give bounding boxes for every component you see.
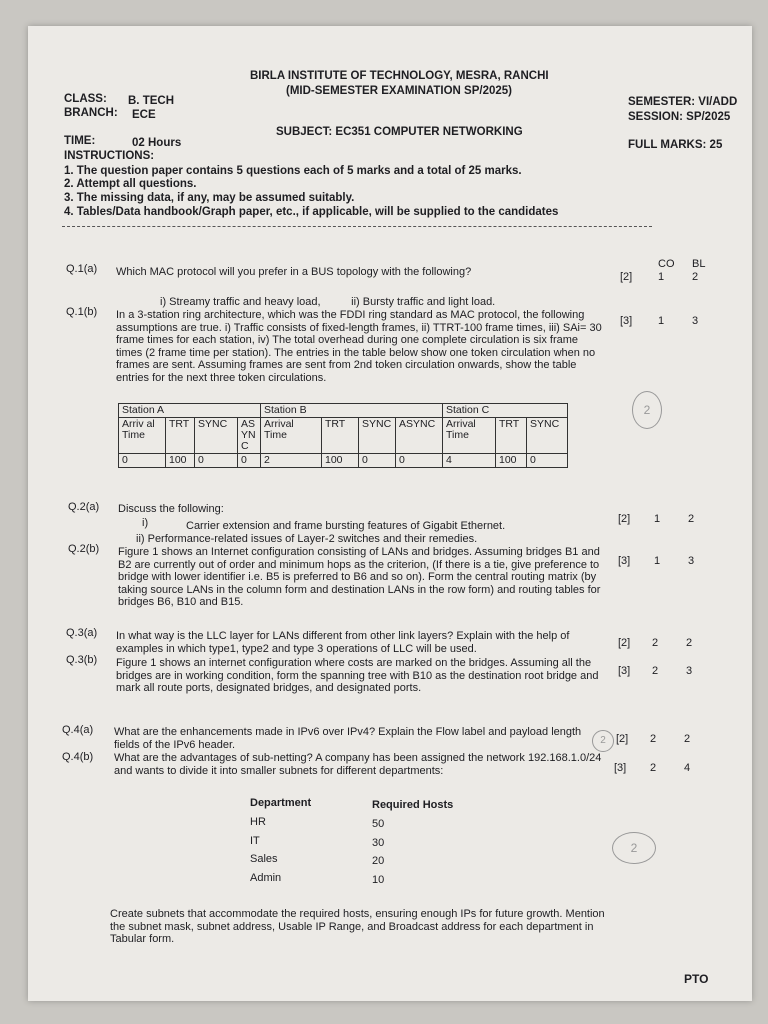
col-trt-a: TRT [166,418,195,454]
table-cell: 0 [527,454,568,468]
pto-label: PTO [684,972,709,986]
instructions-title: INSTRUCTIONS: [64,150,155,162]
handwritten-mark: 2 [632,391,662,429]
session: SESSION: SP/2025 [628,111,731,123]
table-cell: 100 [496,454,527,468]
instruction-item: 1. The question paper contains 5 questions each of 5 marks and a total of 25 marks. [64,165,522,177]
table-cell: 0 [359,454,396,468]
q1a-marks: [2] [620,271,633,283]
q4a-marks: [2] [616,733,629,745]
handwritten-mark: 2 [592,730,614,752]
table-cell: 0 [238,454,261,468]
q3b-bl: 3 [686,665,693,677]
bl-header: BL [692,258,706,270]
branch-value: ECE [132,109,156,121]
instruction-item: 2. Attempt all questions. [64,178,197,190]
q4b-instructions: Create subnets that accommodate the required hosts, ensuring enough IPs for future growth. Mention the subnet mask, subnet address, Usable IP Range, and Broadcast address for each department in Tabular form. [110,908,605,946]
q4b-marks: [3] [614,762,627,774]
col-trt-b: TRT [322,418,359,454]
col-arrival-b: Arrival Time [261,418,322,454]
instruction-item: 4. Tables/Data handbook/Graph paper, etc., if applicable, will be supplied to the candidates [64,206,559,218]
dept-name: Sales [250,853,278,865]
q4a-co: 2 [650,733,657,745]
col-sync-a: SYNC [195,418,238,454]
exam-title: (MID-SEMESTER EXAMINATION SP/2025) [286,85,512,97]
q2a-sub1: Carrier extension and frame bursting features of Gigabit Ethernet. [186,520,506,532]
q1b-co: 1 [658,315,665,327]
q2a-sub1-number: i) [142,517,149,529]
table-cell: 2 [261,454,322,468]
dept-name: HR [250,816,266,828]
q4b-bl: 4 [684,762,691,774]
q3a-number: Q.3(a) [66,627,98,639]
class-value: B. TECH [128,95,174,107]
subject: SUBJECT: EC351 COMPUTER NETWORKING [276,126,523,138]
dept-hosts: 30 [372,837,385,849]
table-cell: 4 [443,454,496,468]
co-header: CO [658,258,675,270]
table-cell: 0 [119,454,166,468]
semester: SEMESTER: VI/ADD [628,96,738,108]
q3b-marks: [3] [618,665,631,677]
q1b-text: In a 3-station ring architecture, which was the FDDI ring standard as MAC protocol, the following assumptions are true. i) Traffic consists of fixed-length frames, ii) TTRT-100 frame times, iii) SAi= 30 frame times for each station, iv) The total overhead during one complete circulation is six frame times (2 frame time per station). The entries in the table below show one token circulation when no frames are sent. Assuming frames are sent from 2nd token circulation onwards, show the table entries for the next three token circulations. [116,309,602,384]
handwritten-mark: 2 [612,832,656,864]
branch-label: BRANCH: [64,107,118,119]
table-cell: 100 [166,454,195,468]
col-async-b: ASYNC [396,418,443,454]
q1a-bl: 2 [692,271,699,283]
q1a-text: Which MAC protocol will you prefer in a BUS topology with the following? [116,266,472,278]
dept-name: IT [250,835,260,847]
table-cell: 0 [396,454,443,468]
q2b-marks: [3] [618,555,631,567]
q1a-number: Q.1(a) [66,263,98,275]
q2b-co: 1 [654,555,661,567]
exam-paper [28,26,752,1001]
q2a-number: Q.2(a) [68,501,100,513]
q1b-marks: [3] [620,315,633,327]
q3b-text: Figure 1 shows an internet configuration where costs are marked on the bridges. Assuming all the bridges are in working condition, form the spanning tree with B10 as the destination root bridge and mark all route ports, designated bridges, and designated ports. [116,657,599,695]
q4a-text: What are the enhancements made in IPv6 over IPv4? Explain the Flow label and payload length fields of the IPv6 header. [114,726,582,751]
q1b-bl: 3 [692,315,699,327]
q2a-bl: 2 [688,513,695,525]
divider-line [62,226,652,227]
col-sync-b: SYNC [359,418,396,454]
token-ring-table [118,403,568,468]
col-arrival-c: Arrival Time [443,418,496,454]
q3a-marks: [2] [618,637,631,649]
full-marks: FULL MARKS: 25 [628,139,723,151]
dept-column-header: Department [250,797,312,809]
q4b-text: What are the advantages of sub-netting? A company has been assigned the network 192.168.1.0/24 and wants to divide it into smaller subnets for different departments: [114,752,602,777]
q2a-marks: [2] [618,513,631,525]
q2a-text: Discuss the following: [118,503,224,515]
institute-name: BIRLA INSTITUTE OF TECHNOLOGY, MESRA, RANCHI [250,70,549,82]
time-label: TIME: [64,135,96,147]
q2a-co: 1 [654,513,661,525]
station-a-header: Station A [119,404,261,418]
dept-hosts: 10 [372,874,385,886]
q1a-subparts: i) Streamy traffic and heavy load, ii) Bursty traffic and light load. [160,296,496,308]
dept-name: Admin [250,872,282,884]
station-b-header: Station B [261,404,443,418]
q1b-number: Q.1(b) [66,306,98,318]
q3a-bl: 2 [686,637,693,649]
q3a-co: 2 [652,637,659,649]
q3b-co: 2 [652,665,659,677]
q3b-number: Q.3(b) [66,654,98,666]
time-value: 02 Hours [132,137,182,149]
station-c-header: Station C [443,404,568,418]
table-cell: 100 [322,454,359,468]
q4b-co: 2 [650,762,657,774]
q3a-text: In what way is the LLC layer for LANs different from other link layers? Explain with the help of examples in which type1, type2 and type 3 operations of LLC will be used. [116,630,570,655]
q4a-bl: 2 [684,733,691,745]
q2a-sub2: ii) Performance-related issues of Layer-2 switches and their remedies. [136,533,478,545]
dept-hosts: 50 [372,818,385,830]
q1a-co: 1 [658,271,665,283]
col-arrival-a: Arriv al Time [119,418,166,454]
q2b-text: Figure 1 shows an Internet configuration consisting of LANs and bridges. Assuming bridges B1 and B2 are currently out of order and minimum hops as the criterion, (If there is a tie, give preference to bridge with lower identifier i.e. B5 is preferred to B6 and so on). Form the central routing matrix (by taking source LANs in the column form and destination LANs in the row form) and routing tables for bridges B6, B10 and B15. [118,546,601,609]
col-async-a: AS YN C [238,418,261,454]
table-cell: 0 [195,454,238,468]
q4b-number: Q.4(b) [62,751,94,763]
hosts-column-header: Required Hosts [372,799,454,811]
col-trt-c: TRT [496,418,527,454]
q4a-number: Q.4(a) [62,724,94,736]
q2b-bl: 3 [688,555,695,567]
class-label: CLASS: [64,93,107,105]
q2b-number: Q.2(b) [68,543,100,555]
instruction-item: 3. The missing data, if any, may be assumed suitably. [64,192,355,204]
dept-hosts: 20 [372,855,385,867]
col-sync-c: SYNC [527,418,568,454]
